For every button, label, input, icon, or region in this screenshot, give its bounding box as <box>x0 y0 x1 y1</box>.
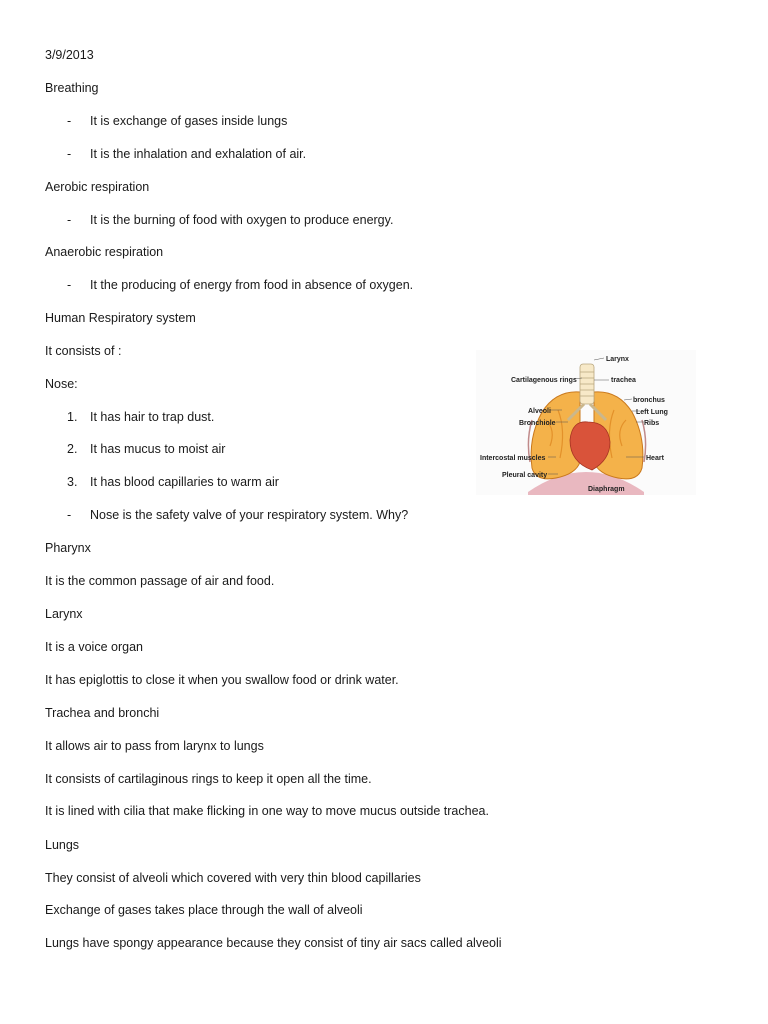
label-left-lung: Left Lung <box>636 409 668 416</box>
label-ribs: Ribs <box>644 420 660 427</box>
nose-item-1: It has hair to trap dust. <box>90 410 215 424</box>
label-trachea: trachea <box>611 377 636 384</box>
consists-intro: It consists of : <box>45 344 122 358</box>
heading-lungs: Lungs <box>45 838 80 852</box>
label-alveoli: Alveoli <box>528 408 551 415</box>
list-number: 1. <box>67 410 78 424</box>
lungs-line-1: They consist of alveoli which covered with very thin blood capillaries <box>45 871 421 885</box>
trachea-line-3: It is lined with cilia that make flicking in one way to move mucus outside trachea. <box>45 804 489 818</box>
aerobic-item-1: It is the burning of food with oxygen to produce energy. <box>90 213 394 227</box>
label-pleural: Pleural cavity <box>502 472 548 479</box>
list-number: 2. <box>67 442 78 456</box>
anaerobic-item-1: It the producing of energy from food in absence of oxygen. <box>90 278 414 292</box>
label-bronchus: bronchus <box>633 397 665 404</box>
bullet-dash: - <box>67 147 72 161</box>
bullet-dash: - <box>67 114 72 128</box>
trachea-line-2: It consists of cartilaginous rings to keep it open all the time. <box>45 772 372 786</box>
label-intercostal: Intercostal muscles <box>480 455 546 462</box>
heading-trachea: Trachea and bronchi <box>45 706 160 720</box>
nose-item-2: It has mucus to moist air <box>90 442 226 456</box>
heading-aerobic: Aerobic respiration <box>45 180 150 194</box>
breathing-item-2: It is the inhalation and exhalation of air. <box>90 147 307 161</box>
lungs-line-2: Exchange of gases takes place through the wall of alveoli <box>45 903 363 917</box>
breathing-item-1: It is exchange of gases inside lungs <box>90 114 288 128</box>
date: 3/9/2013 <box>45 48 94 62</box>
heading-breathing: Breathing <box>45 81 99 95</box>
list-number: 3. <box>67 475 78 489</box>
larynx-line-1: It is a voice organ <box>45 640 143 654</box>
trachea-line-1: It allows air to pass from larynx to lungs <box>45 739 264 753</box>
heading-larynx: Larynx <box>45 607 83 621</box>
nose-safety-valve: Nose is the safety valve of your respiratory system. Why? <box>90 508 409 522</box>
heading-human-respiratory: Human Respiratory system <box>45 311 196 325</box>
bullet-dash: - <box>67 508 72 522</box>
bullet-dash: - <box>67 278 72 292</box>
lungs-line-3: Lungs have spongy appearance because they consist of tiny air sacs called alveoli <box>45 936 502 950</box>
label-diaphragm: Diaphragm <box>588 486 625 493</box>
larynx-line-2: It has epiglottis to close it when you swallow food or drink water. <box>45 673 399 687</box>
respiratory-diagram <box>476 350 696 495</box>
heading-pharynx: Pharynx <box>45 541 91 555</box>
heading-anaerobic: Anaerobic respiration <box>45 245 164 259</box>
label-larynx: Larynx <box>606 356 629 363</box>
bullet-dash: - <box>67 213 72 227</box>
heading-nose: Nose: <box>45 377 78 391</box>
label-cartilage: Cartilagenous rings <box>511 377 577 384</box>
pharynx-line-1: It is the common passage of air and food. <box>45 574 275 588</box>
label-bronchiole: Bronchiole <box>519 420 556 427</box>
respiratory-diagram-svg <box>476 350 696 495</box>
label-heart: Heart <box>646 455 664 462</box>
nose-item-3: It has blood capillaries to warm air <box>90 475 279 489</box>
